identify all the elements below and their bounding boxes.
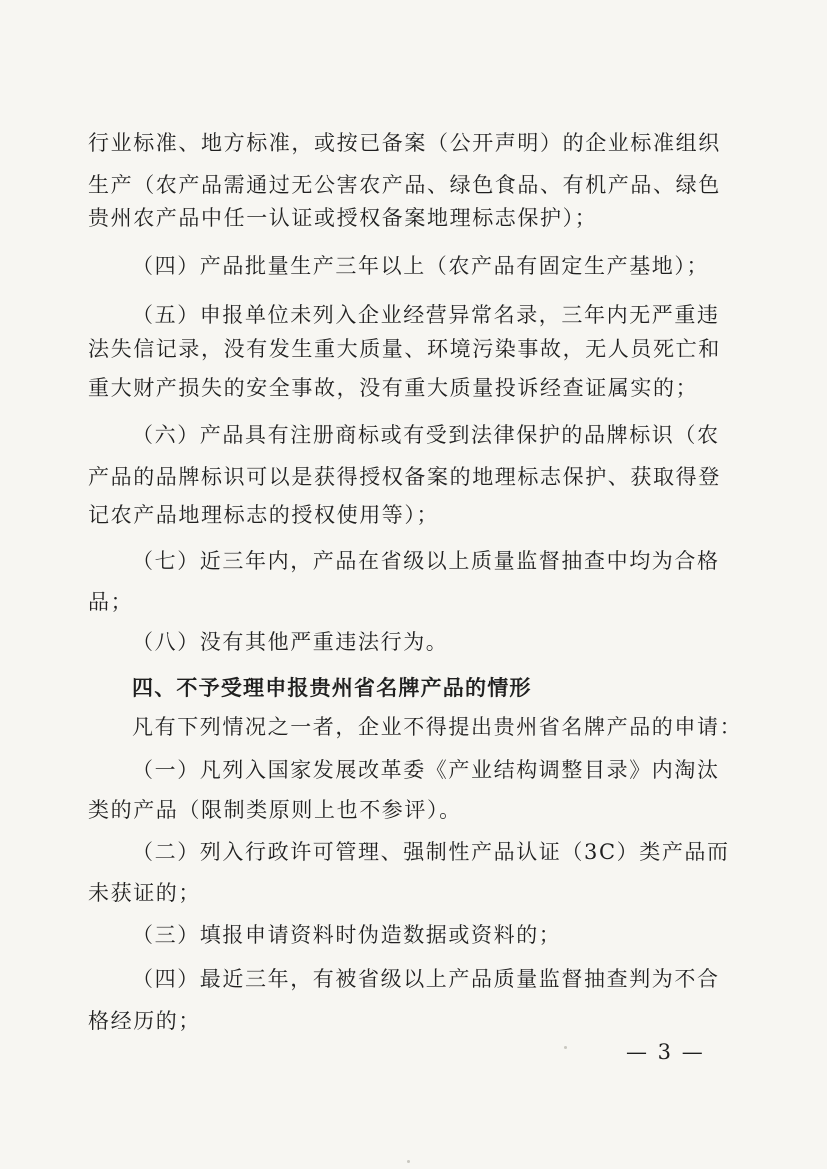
list-item-1: （一）凡列入国家发展改革委《产业结构调整目录》内淘汰 [132,758,720,782]
page-number: — 3 — [626,1040,705,1064]
list-item-5: （五）申报单位未列入企业经营异常名录，三年内无严重违 [132,303,720,327]
section-heading: 四、不予受理申报贵州省名牌产品的情形 [132,676,532,700]
body-text-line: 行业标准、地方标准，或按已备案（公开声明）的企业标准组织 [88,131,721,155]
scan-speck [564,1046,567,1049]
body-text-line: 记农产品地理标志的授权使用等）； [88,503,440,527]
list-item-8: （八）没有其他严重违法行为。 [132,630,449,654]
body-text-line: 未获证的； [88,881,201,905]
body-text-line: 类的产品（限制类原则上也不参评）。 [88,798,462,822]
list-item-6: （六）产品具有注册商标或有受到法律保护的品牌标识（农 [132,423,720,447]
body-text-line: 生产（农产品需通过无公害农产品、绿色食品、有机产品、绿色 [88,173,721,197]
list-item-4: （四）产品批量生产三年以上（农产品有固定生产基地）； [132,254,710,278]
body-text-line: 格经历的； [88,1009,201,1033]
body-text-line: 品； [88,590,134,614]
list-item-3: （三）填报申请资料时伪造数据或资料的； [132,923,562,947]
body-text-line: 贵州农产品中任一认证或授权备案地理标志保护）； [88,206,598,230]
body-text-line: 凡有下列情况之一者，企业不得提出贵州省名牌产品的申请： [132,715,743,739]
body-text-line: 法失信记录，没有发生重大质量、环境污染事故，无人员死亡和 [88,337,721,361]
body-text-line: 产品的品牌标识可以是获得授权备案的地理标志保护、获取得登 [88,465,721,489]
list-item-4b: （四）最近三年，有被省级以上产品质量监督抽查判为不合 [132,967,720,991]
list-item-2: （二）列入行政许可管理、强制性产品认证（3C）类产品而 [132,840,730,864]
list-item-7: （七）近三年内，产品在省级以上质量监督抽查中均为合格 [132,549,720,573]
scan-speck [407,1160,410,1163]
body-text-line: 重大财产损失的安全事故，没有重大质量投诉经查证属实的； [88,376,699,400]
